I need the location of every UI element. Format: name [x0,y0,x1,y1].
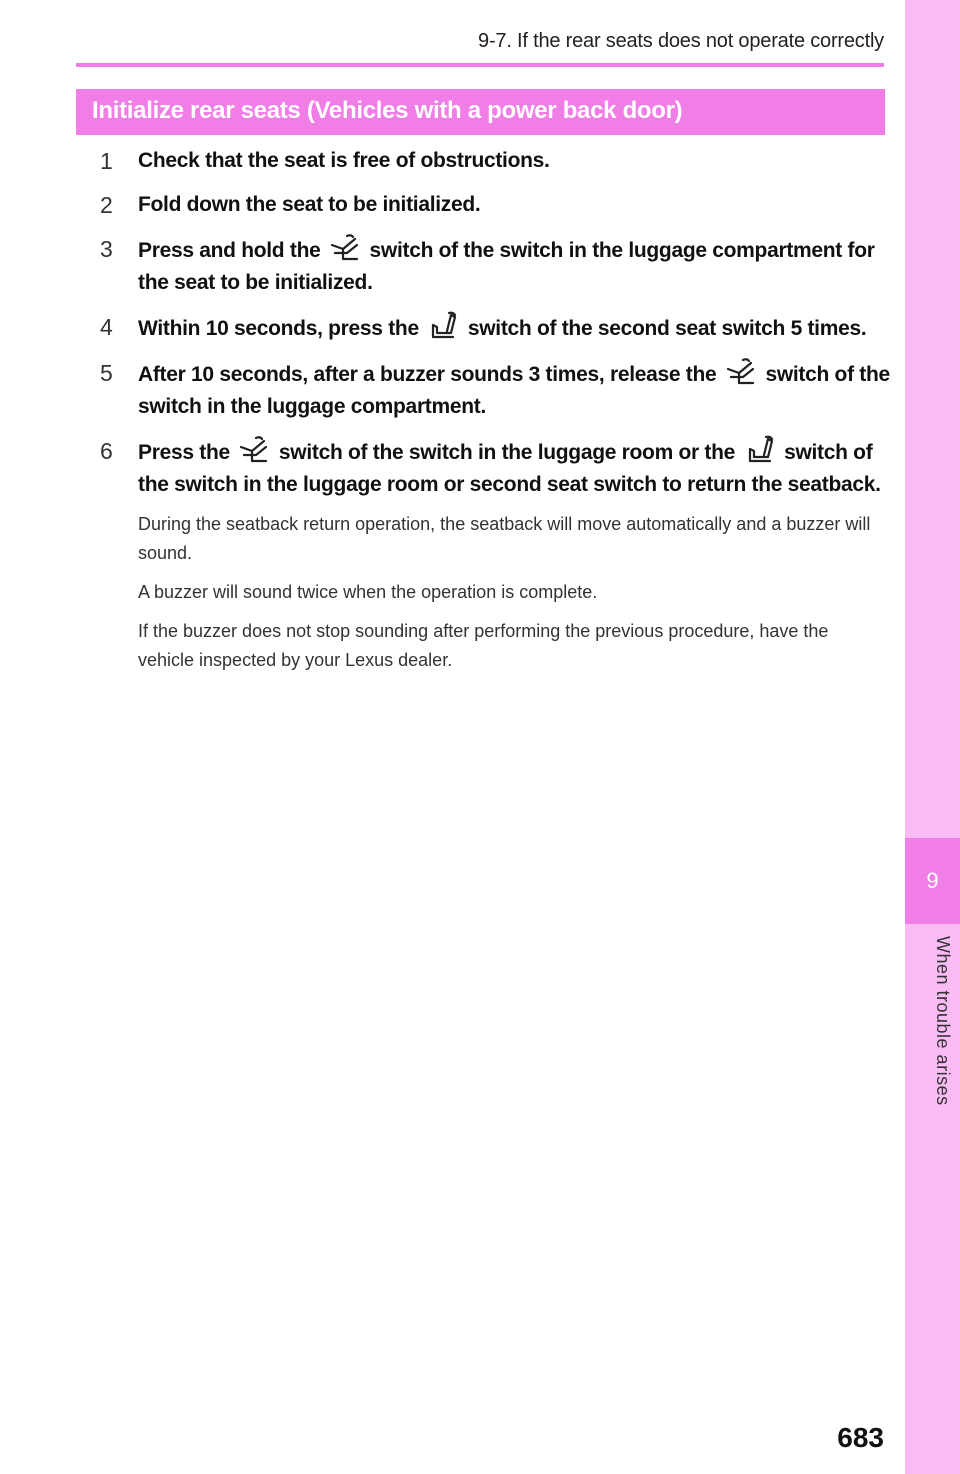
step-3 [100,233,890,299]
step-number: 5 [100,360,113,386]
step-text [138,435,890,501]
step-number: 2 [100,192,113,218]
step-text-part: Within 10 seconds, press the [138,317,425,340]
step-text [138,311,890,345]
seat-return-icon [427,311,459,341]
step-text: Fold down the seat to be initialized. [138,193,481,216]
notes [138,510,883,685]
chapter-number: 9 [926,868,939,893]
side-tab [905,0,960,1474]
steps-list [100,145,890,513]
step-2 [100,189,890,221]
header-rule [76,63,884,67]
step-1 [100,145,890,177]
seat-return-icon [744,435,776,465]
note-paragraph: During the seatback return operation, the seatback will move automatically and a buzzer will sound. [138,514,871,563]
seat-fold-icon [329,233,361,263]
step-text-part: switch of the second seat switch 5 times. [462,317,867,340]
chapter-label: When trouble arises [933,936,953,1106]
step-number: 1 [100,148,113,174]
step-text-part: switch of the switch in the luggage room or second seat switch to return the seatback. [138,441,881,496]
section-title: Initialize rear seats (Vehicles with a power back door) [92,97,683,124]
step-text [138,357,890,423]
note-paragraph: If the buzzer does not stop sounding after performing the previous procedure, have the vehicle inspected by your Lexus dealer. [138,621,829,670]
step-text-part: Press and hold the [138,239,327,262]
step-6 [100,435,890,501]
page-number: 683 [837,1422,884,1453]
step-number: 6 [100,438,113,464]
step-text: Check that the seat is free of obstructions. [138,149,550,172]
step-text-part: switch of the switch in the luggage compartment for the seat to be initialized. [138,239,875,294]
section-title-bar [76,89,885,135]
step-text-part: switch of the switch in the luggage room or the [273,441,741,464]
step-5 [100,357,890,423]
step-number: 4 [100,314,113,340]
step-number: 3 [100,236,113,262]
step-text-part: Press the [138,441,236,464]
step-text-part: switch of the switch in the luggage compartment. [138,363,890,418]
chapter-number-tab [905,838,960,924]
note-paragraph: A buzzer will sound twice when the operation is complete. [138,582,598,602]
header-section-path: 9-7. If the rear seats does not operate correctly [478,30,884,52]
step-4 [100,311,890,345]
step-text [138,233,890,299]
step-text-part: After 10 seconds, after a buzzer sounds 3 times, release the [138,363,722,386]
seat-fold-icon [238,435,270,465]
seat-fold-icon [725,357,757,387]
